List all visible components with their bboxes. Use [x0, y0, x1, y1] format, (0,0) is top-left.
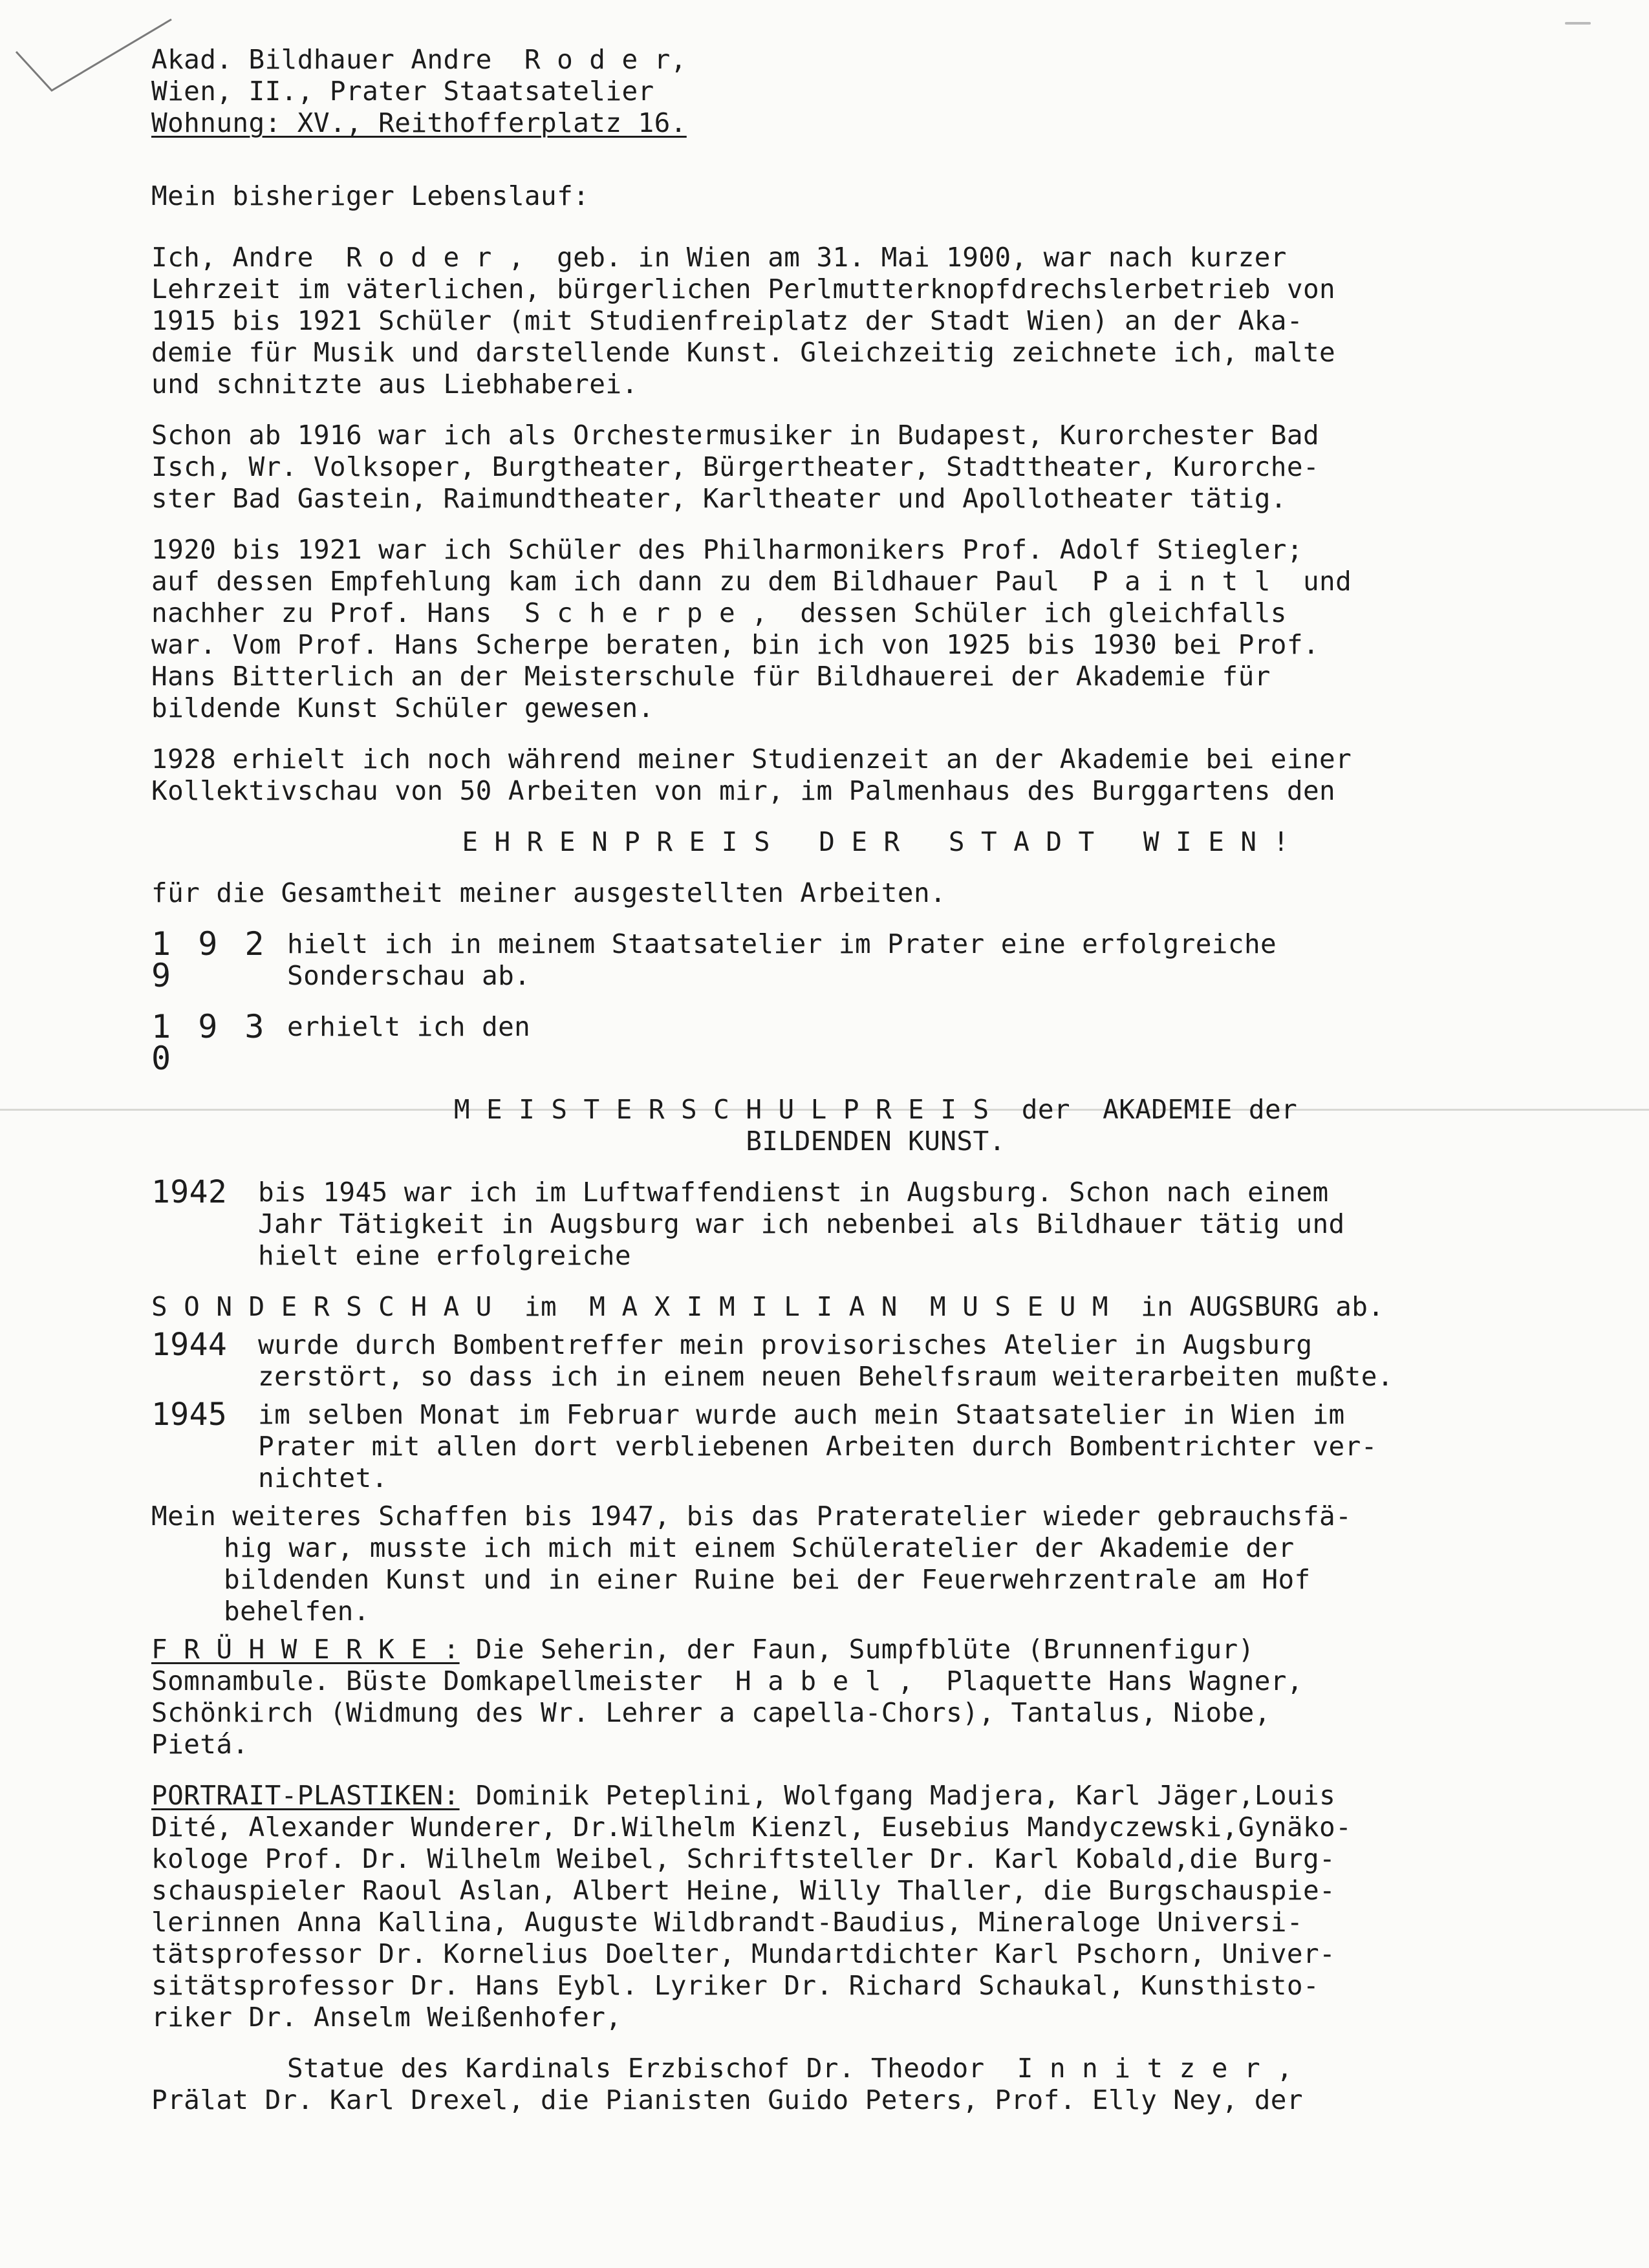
- year-label: 1944: [151, 1327, 228, 1363]
- text-line: Prater mit allen dort verbliebenen Arbeiten durch Bombentrichter ver-: [258, 1431, 1377, 1462]
- text-line: nachher zu Prof. Hans S c h e r p e , dessen Schüler ich gleichfalls: [151, 597, 1287, 628]
- paragraph-2: [151, 420, 1600, 515]
- text-line: behelfen.: [224, 1596, 370, 1627]
- year-label: 1 9 2 9: [151, 925, 268, 994]
- text-line: hielt ich in meinem Staatsatelier im Prater eine erfolgreiche: [287, 928, 1277, 959]
- typewritten-letter: [151, 39, 1600, 2116]
- text-line: nichtet.: [258, 1462, 388, 1493]
- text-line: hielt eine erfolgreiche: [258, 1240, 631, 1271]
- text-line: schauspieler Raoul Aslan, Albert Heine, Willy Thaller, die Burgschauspie-: [151, 1875, 1336, 1906]
- text-line: Schon ab 1916 war ich als Orchestermusiker in Budapest, Kurorchester Bad: [151, 420, 1320, 451]
- text-line: bildende Kunst Schüler gewesen.: [151, 692, 654, 723]
- paragraph-6: [151, 1501, 1600, 1627]
- text-line: war. Vom Prof. Hans Scherpe beraten, bin ich von 1925 bis 1930 bei Prof.: [151, 629, 1320, 660]
- text-line: wurde durch Bombentreffer mein provisorisches Atelier in Augsburg: [258, 1329, 1313, 1360]
- sonderschau-line: S O N D E R S C H A U im M A X I M I L I A N M U S E U M in AUGSBURG ab.: [151, 1291, 1385, 1322]
- text-line: tätsprofessor Dr. Kornelius Doelter, Mundartdichter Karl Pschorn, Univer-: [151, 1938, 1336, 1969]
- text-line: 1928 erhielt ich noch während meiner Studienzeit an der Akademie bei einer: [151, 744, 1352, 775]
- entry-1942: [151, 1174, 1600, 1272]
- text-line: Sonderschau ab.: [287, 960, 531, 991]
- text-line: Ich, Andre R o d e r , geb. in Wien am 31. Mai 1900, war nach kurzer: [151, 242, 1287, 273]
- text-line: Hans Bitterlich an der Meisterschule für Bildhauerei der Akademie für: [151, 661, 1271, 692]
- year-label: 1 9 3 0: [151, 1008, 268, 1077]
- text-line: Prälat Dr. Karl Drexel, die Pianisten Guido Peters, Prof. Elly Ney, der: [151, 2084, 1303, 2115]
- text-line: riker Dr. Anselm Weißenhofer,: [151, 2002, 622, 2033]
- paragraph-5: für die Gesamtheit meiner ausgestellten Arbeiten.: [151, 877, 947, 908]
- text-line: hig war, musste ich mich mit einem Schüleratelier der Akademie der: [224, 1532, 1295, 1563]
- text-line: Kollektivschau von 50 Arbeiten von mir, im Palmenhaus des Burggartens den: [151, 775, 1336, 806]
- text-line: Pietá.: [151, 1729, 249, 1760]
- text-line: Jahr Tätigkeit in Augsburg war ich nebenbei als Bildhauer tätig und: [258, 1208, 1345, 1239]
- text-line: Die Seherin, der Faun, Sumpfblüte (Brunnenfigur): [459, 1634, 1255, 1665]
- text-line: kologe Prof. Dr. Wilhelm Weibel, Schriftsteller Dr. Karl Kobald,die Burg-: [151, 1843, 1336, 1874]
- award-line-2: BILDENDEN KUNST.: [746, 1126, 1006, 1157]
- text-line: 1915 bis 1921 Schüler (mit Studienfreiplatz der Stadt Wien) an der Aka-: [151, 305, 1303, 336]
- text-line: Dominik Peteplini, Wolfgang Madjera, Karl Jäger,Louis: [459, 1780, 1336, 1811]
- text-line: auf dessen Empfehlung kam ich dann zu dem Bildhauer Paul P a i n t l und: [151, 566, 1352, 597]
- section-label: F R Ü H W E R K E :: [151, 1634, 460, 1665]
- entry-1929: [151, 925, 1600, 994]
- section-portrait-plastiken: [151, 1780, 1600, 2033]
- award-ehrenpreis: E H R E N P R E I S D E R S T A D T W I E N !: [462, 826, 1289, 857]
- text-line: sitätsprofessor Dr. Hans Eybl. Lyriker Dr. Richard Schaukal, Kunsthisto-: [151, 1970, 1320, 2001]
- text-line: Mein weiteres Schaffen bis 1947, bis das Prateratelier wieder gebrauchsfä-: [151, 1501, 1352, 1532]
- year-label: 1942: [151, 1174, 228, 1210]
- paragraph-4: [151, 744, 1600, 807]
- header-line-1: Akad. Bildhauer Andre R o d e r,: [151, 44, 687, 75]
- text-line: Lehrzeit im väterlichen, bürgerlichen Perlmutterknopfdrechslerbetrieb von: [151, 273, 1336, 305]
- text-line: ster Bad Gastein, Raimundtheater, Karltheater und Apollotheater tätig.: [151, 483, 1287, 514]
- text-line: und schnitzte aus Liebhaberei.: [151, 369, 638, 400]
- text-line: zerstört, so dass ich in einem neuen Behelfsraum weiterarbeiten mußte.: [258, 1361, 1394, 1392]
- sender-header: [151, 44, 1600, 139]
- pencil-mark-icon: [13, 13, 175, 97]
- text-line: bis 1945 war ich im Luftwaffendienst in Augsburg. Schon nach einem: [258, 1177, 1329, 1208]
- text-line: lerinnen Anna Kallina, Auguste Wildbrandt-Baudius, Mineraloge Universi-: [151, 1907, 1303, 1938]
- section-label: PORTRAIT-PLASTIKEN:: [151, 1780, 460, 1811]
- document-heading: Mein bisheriger Lebenslauf:: [151, 180, 590, 211]
- award-meisterschulpreis: [151, 1094, 1600, 1157]
- year-label: 1945: [151, 1396, 228, 1433]
- entry-1930: [151, 1008, 1600, 1077]
- award-line-1: M E I S T E R S C H U L P R E I S der AKADEMIE der: [453, 1094, 1298, 1125]
- entry-1944: [151, 1329, 1600, 1393]
- text-line: im selben Monat im Februar wurde auch mein Staatsatelier in Wien im: [258, 1399, 1345, 1430]
- entry-1945: [151, 1396, 1600, 1494]
- text-line: demie für Musik und darstellende Kunst. Gleichzeitig zeichnete ich, malte: [151, 337, 1336, 368]
- statue-paragraph: [151, 2053, 1600, 2116]
- paragraph-1: [151, 242, 1600, 400]
- section-fruehwerke: [151, 1634, 1600, 1760]
- header-line-3: Wohnung: XV., Reithofferplatz 16.: [151, 107, 687, 138]
- text-line: erhielt ich den: [287, 1011, 531, 1042]
- text-line: bildenden Kunst und in einer Ruine bei der Feuerwehrzentrale am Hof: [224, 1564, 1311, 1595]
- text-line: Somnambule. Büste Domkapellmeister H a b e l , Plaquette Hans Wagner,: [151, 1665, 1303, 1696]
- text-line: 1920 bis 1921 war ich Schüler des Philharmonikers Prof. Adolf Stiegler;: [151, 534, 1303, 565]
- paragraph-3: [151, 534, 1600, 724]
- header-line-2: Wien, II., Prater Staatsatelier: [151, 76, 654, 107]
- paper-speck: [1565, 22, 1591, 25]
- text-line: Schönkirch (Widmung des Wr. Lehrer a capella-Chors), Tantalus, Niobe,: [151, 1697, 1271, 1728]
- text-line: Statue des Kardinals Erzbischof Dr. Theodor I n n i t z e r ,: [287, 2053, 1293, 2084]
- text-line: Isch, Wr. Volksoper, Burgtheater, Bürgertheater, Stadttheater, Kurorche-: [151, 451, 1320, 482]
- text-line: Dité, Alexander Wunderer, Dr.Wilhelm Kienzl, Eusebius Mandyczewski,Gynäko-: [151, 1812, 1352, 1843]
